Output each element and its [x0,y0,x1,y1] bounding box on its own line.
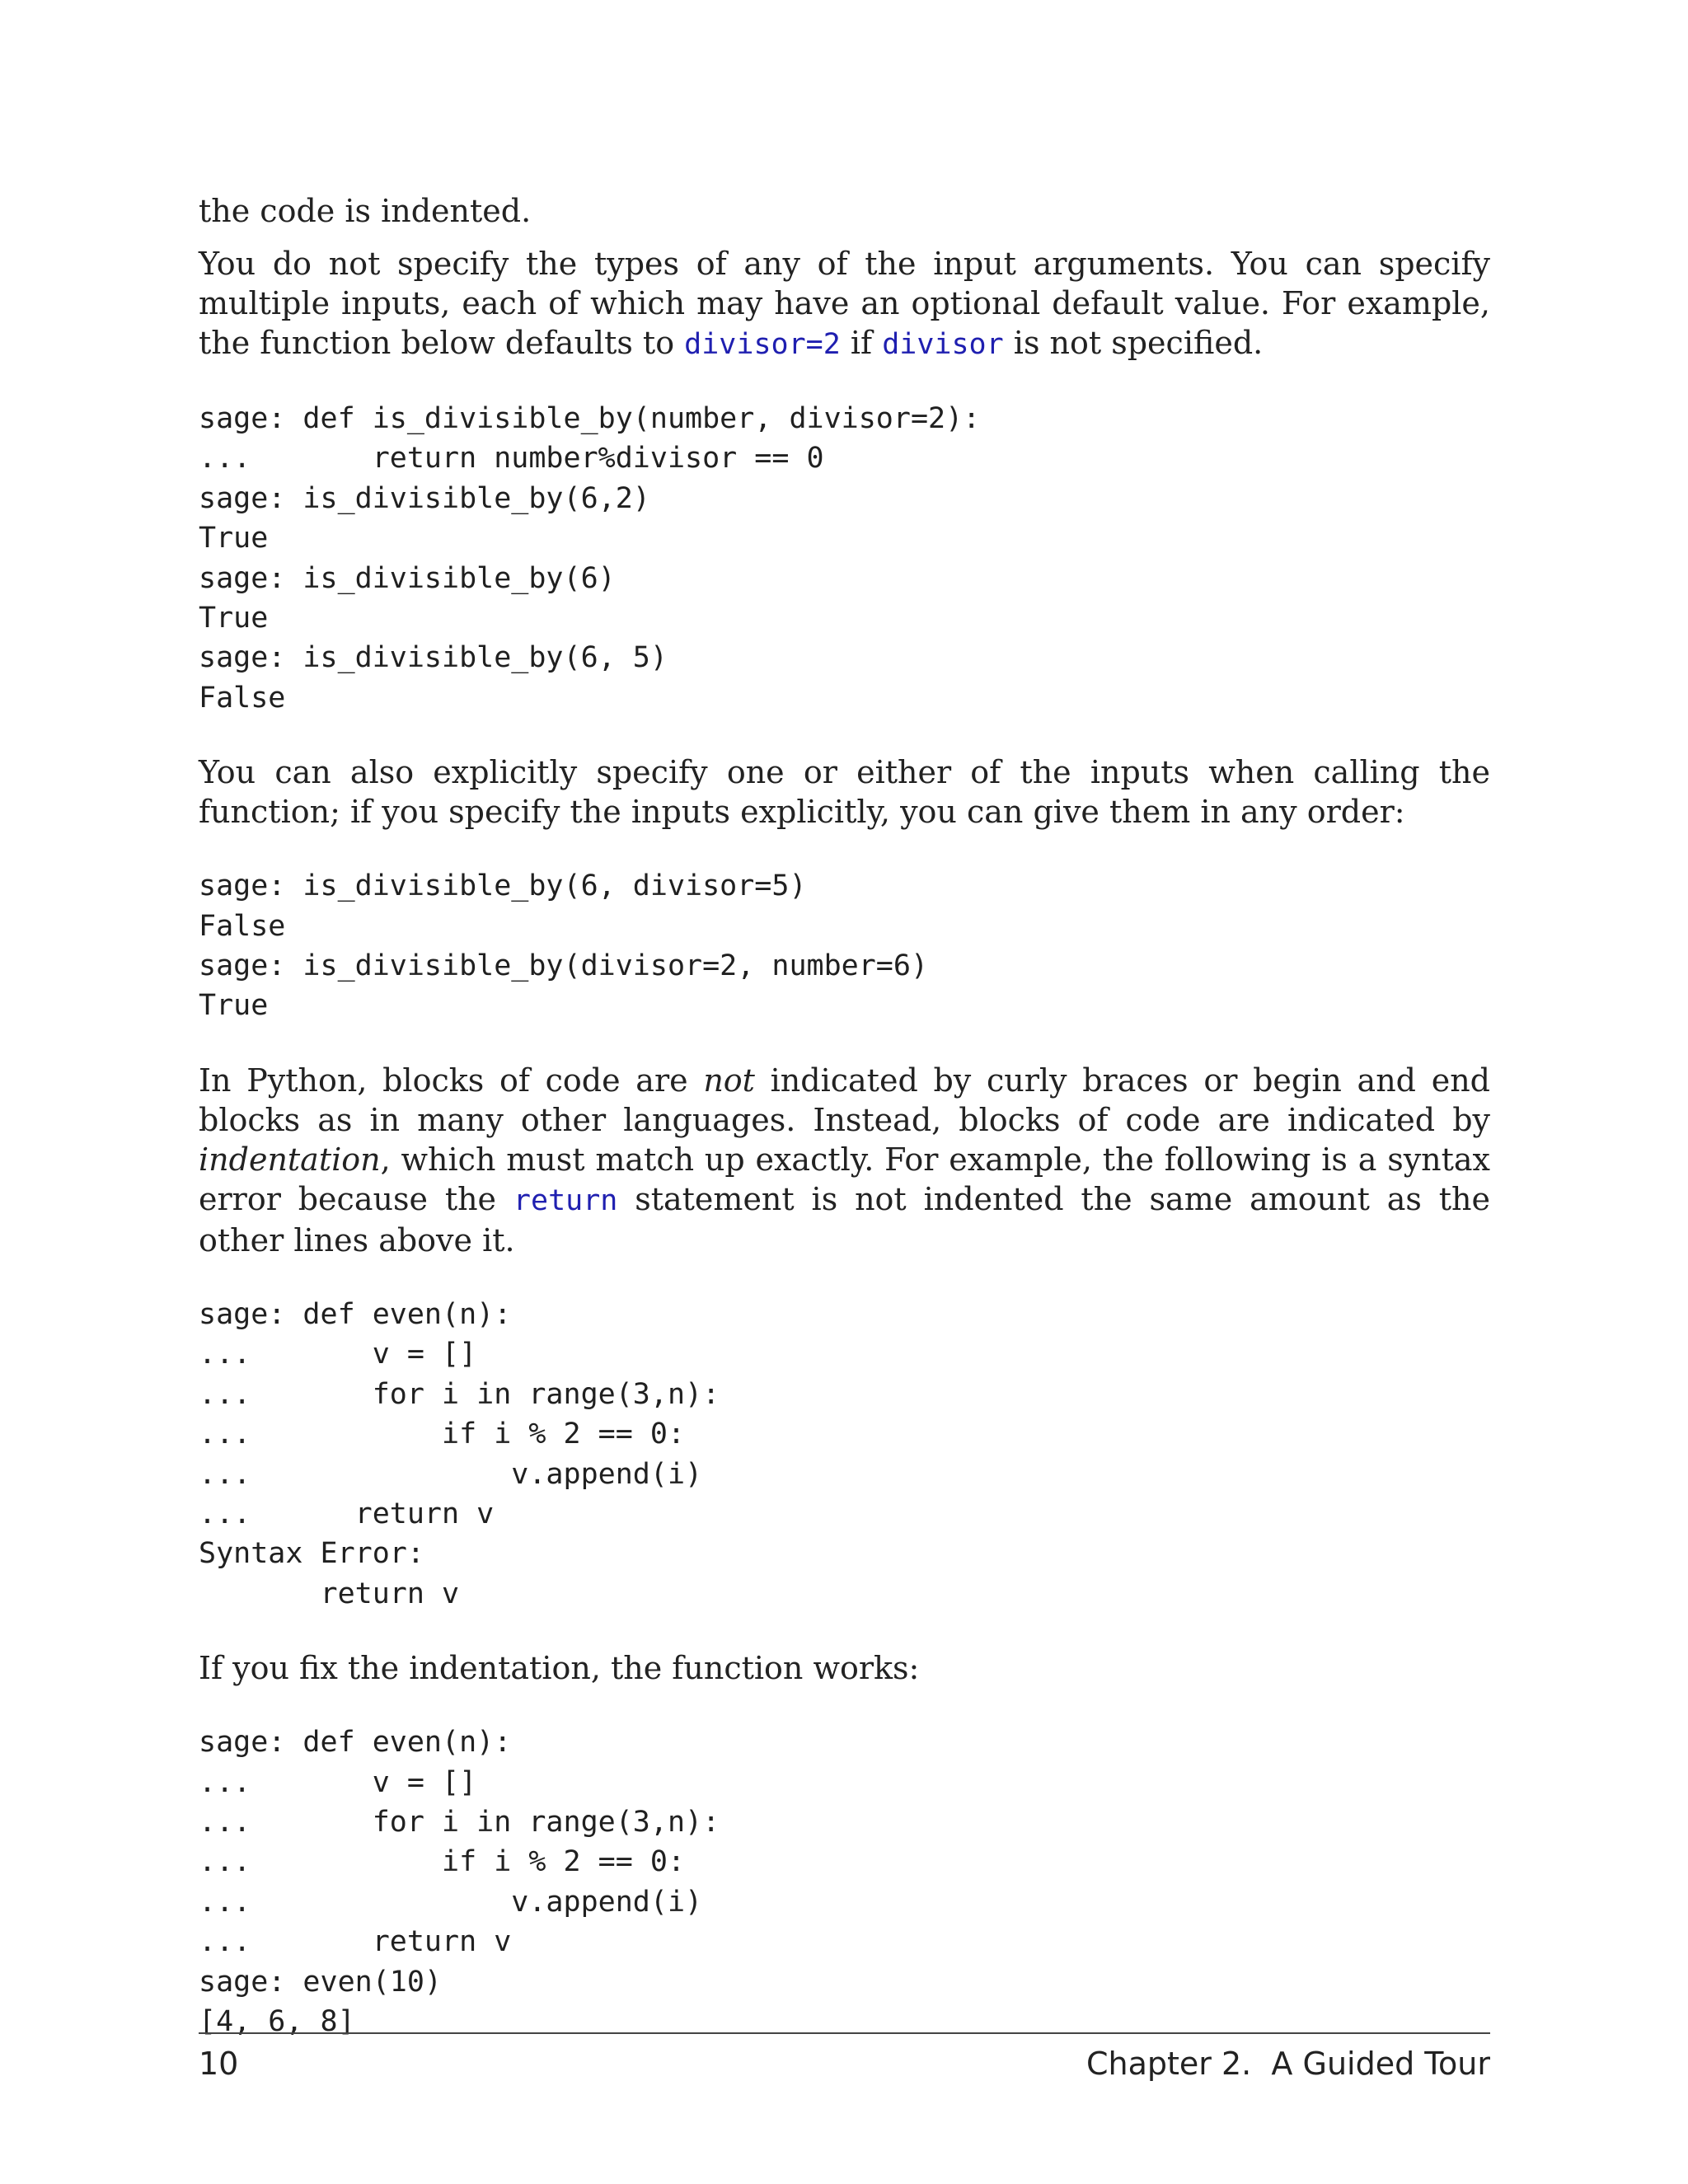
code-block-fixed: sage: def even(n): ... v = [] ... for i in range(3,n): ... if i % 2 == 0: ... v.append(i) ... return v sage: even(10) [4, 6, 8] [199,1726,720,2038]
code-block-divisible: sage: def is_divisible_by(number, divisor=2): ... return number%divisor == 0 sage: is_divisible_by(6,2) True sage: is_divisible_by(6) True sage: is_divisible_by(6, 5) False [199,402,981,715]
paragraph-fix-indentation: If you fix the indentation, the function works: [199,1650,920,1687]
paragraph-input-arguments [199,244,1490,364]
chapter-title: Chapter 2. A Guided Tour [1086,2046,1490,2082]
emphasis-text: indentation [199,1141,381,1178]
page-footer [199,2032,1490,2080]
paragraph-intro-fragment: the code is indented. [199,193,532,229]
inline-code: divisor=2 [684,328,841,361]
footer-row [199,2034,1490,2080]
paragraph-text: if [840,325,883,361]
inline-code: return [513,1183,618,1217]
emphasis-text: not [703,1062,755,1099]
paragraph-text: indicated by curly braces or begin and end blocks as in many other languages. Instead, blocks of code are indicated by [199,1062,1490,1138]
paragraph-text: , which must match up exactly. For example, the following is a syntax error because the [199,1141,1490,1217]
paragraph-explicit-inputs: You can also explicitly specify one or either of the inputs when calling the function; if you specify the inputs explicitly, you can give them in any order: [199,754,1490,831]
paragraph-text: is not specified. [1003,325,1264,361]
inline-code: divisor [882,328,1004,361]
page-number: 10 [199,2046,239,2082]
paragraph-text: You do not specify the types of any of the input arguments. You can specify multiple inputs, each of which may have an optional default value. For example, the function below defaults to [199,246,1490,361]
code-block-syntax-error: sage: def even(n): ... v = [] ... for i in range(3,n): ... if i % 2 == 0: ... v.append(i) ... return v Syntax Error: return v [199,1297,720,1610]
page-body [199,191,1490,2041]
paragraph-indentation [199,1061,1490,1260]
code-block-keyword-args: sage: is_divisible_by(6, divisor=5) False sage: is_divisible_by(divisor=2, number=6) True [199,869,929,1023]
paragraph-text: In Python, blocks of code are [199,1062,704,1099]
paragraph-text: statement is not indented the same amount as the other lines above it. [199,1180,1490,1258]
